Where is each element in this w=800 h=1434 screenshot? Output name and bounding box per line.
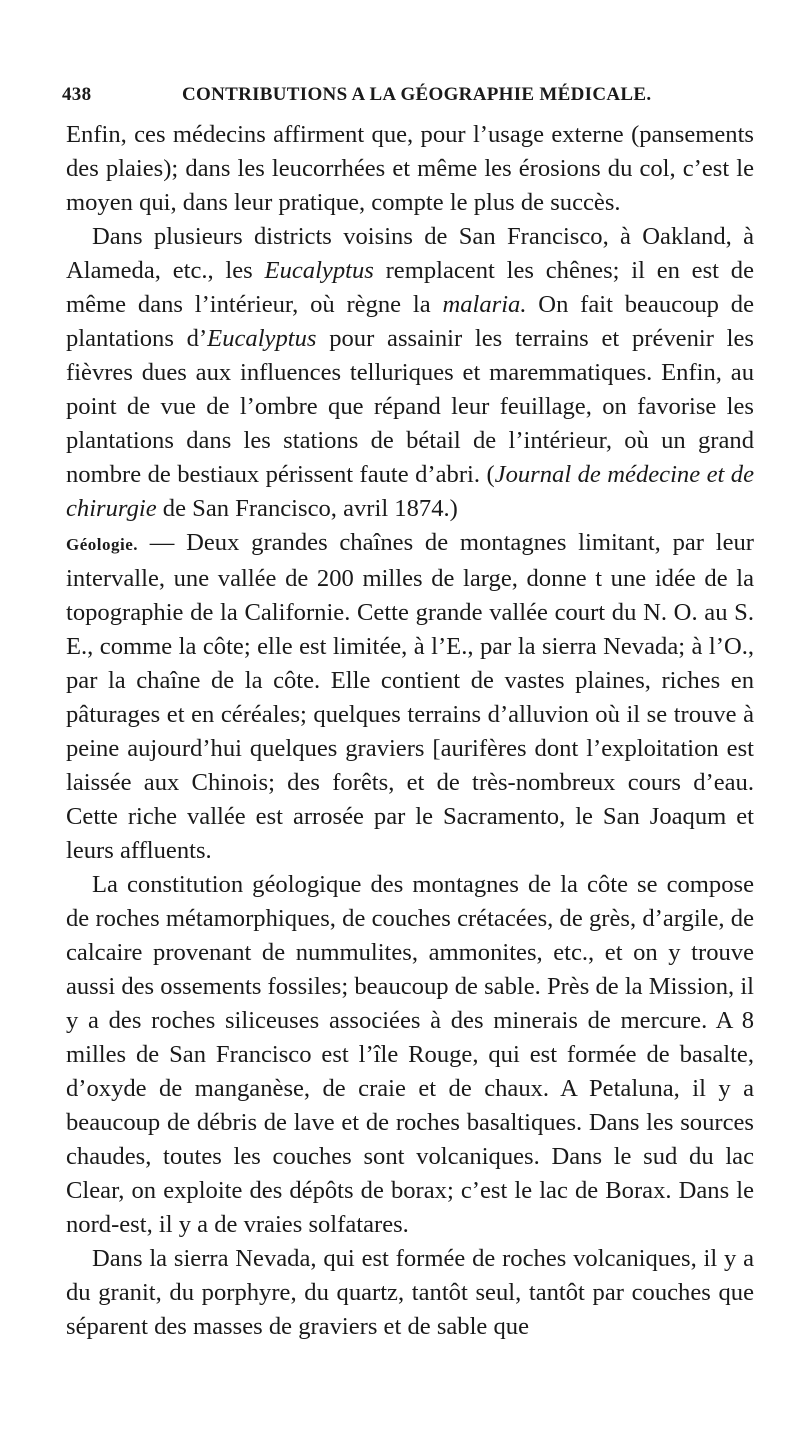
page-header <box>62 84 752 106</box>
paragraph-1: Enfin, ces médecins affirment que, pour l’usage externe (pansements des plaies); dans les leucorrhées et même les érosions du col, c’est le moyen qui, dans leur pratique, compte le plus de succès. <box>66 121 754 216</box>
page-number: 438 <box>62 84 92 105</box>
eucalyptus-term: Eucalyptus <box>264 257 374 284</box>
body-text <box>66 118 754 1344</box>
paragraph-2-part-b: remplacent les chênes; il en est de même dans l’intérieur, où règne la <box>66 257 754 318</box>
paragraph-2-part-d: pour assainir les terrains et prévenir les fièvres dues aux influences telluriques et maremmatiques. Enfin, au point de vue de l’ombre que répand leur feuillage, on favorise les plantations dans les stations de bétail de l’intérieur, où un grand nombre de bestiaux périssent faute d’abri. ( <box>66 325 754 488</box>
paragraph-4: La constitution géologique des montagnes de la côte se compose de roches métamorphiques, de couches crétacées, de grès, d’argile, de calcaire provenant de nummulites, ammonites, etc., et on y trouve aussi des ossements fossiles; beaucoup de sable. Près de la Mission, il y a des roches siliceuses associées à des minerais de mercure. A 8 milles de San Francisco est l’île Rouge, qui est formée de basalte, d’oxyde de manganèse, de craie et de chaux. A Petaluna, il y a beaucoup de débris de lave et de roches basaltiques. Dans les sources chaudes, toutes les couches sont volcaniques. Dans le sud du lac Clear, on exploite des dépôts de borax; c’est le lac de Borax. Dans le nord-est, il y a de vraies solfatares. <box>66 871 754 1238</box>
paragraph-2-part-c: On fait beaucoup de plantations d’ <box>66 291 754 352</box>
geologie-text: — Deux grandes chaînes de montagnes limitant, par leur intervalle, une vallée de 200 milles de large, donne t une idée de la topographie de la Californie. Cette grande vallée court du N. O. au S. E., comme la côte; elle est limitée, à l’E., par la sierra Nevada; à l’O., par la chaîne de la côte. Elle contient de vastes plaines, riches en pâturages et en céréales; quelques terrains d’alluvion où il se trouve à peine aujourd’hui quelques graviers [aurifères dont l’exploitation est laissée aux Chinois; des forêts, et de très-nombreux cours d’eau. Cette riche vallée est arrosée par le Sacramento, le San Joaqum et leurs affluents. <box>66 529 754 864</box>
malaria-term: malaria. <box>442 291 527 318</box>
running-title: CONTRIBUTIONS A LA GÉOGRAPHIE MÉDICALE. <box>182 84 652 105</box>
paragraph-5: Dans la sierra Nevada, qui est formée de roches volcaniques, il y a du granit, du porphyre, du quartz, tantôt seul, tantôt par couches que séparent des masses de graviers et de sable que <box>66 1245 754 1340</box>
paragraph-2 <box>66 220 754 526</box>
section-label-geologie: Géologie. <box>66 535 139 554</box>
paragraph-2-part-e: de San Francisco, avril 1874.) <box>156 495 458 522</box>
eucalyptus-term: Eucalyptus <box>207 325 317 352</box>
journal-title: Journal de médecine et de chirurgie <box>66 461 754 522</box>
paragraph-geologie <box>66 526 754 868</box>
paragraph-2-part-a: Dans plusieurs districts voisins de San Francisco, à Oakland, à Alameda, etc., les <box>66 223 754 284</box>
